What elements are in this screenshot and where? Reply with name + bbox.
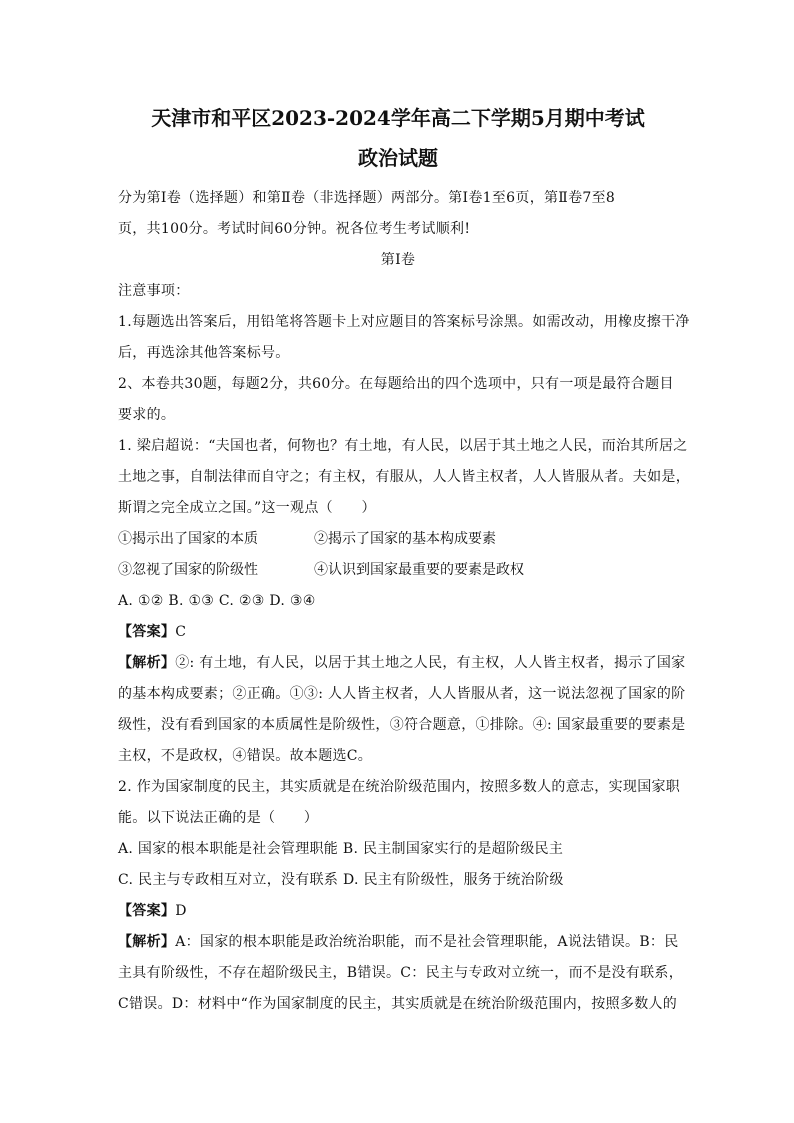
answer-value: D <box>175 903 187 919</box>
question-2-answer <box>118 896 678 927</box>
question-1-analysis <box>118 648 686 679</box>
question-1-stem: 斯谓之完全成立之国。”这一观点（ ） <box>118 500 376 516</box>
question-1-options-row <box>118 524 678 555</box>
document-title: 天津市和平区2023-2024学年高二下学期5月期中考试 <box>151 106 645 130</box>
intro-line: 分为第Ⅰ卷（选择题）和第Ⅱ卷（非选择题）两部分。第Ⅰ卷1至6页，第Ⅱ卷7至8 <box>118 190 616 206</box>
question-1-options-row <box>118 555 678 586</box>
answer-value: C <box>175 624 187 640</box>
document-subtitle: 政治试题 <box>358 146 438 170</box>
question-1-choices: A. ①② B. ①③ C. ②③ D. ③④ <box>118 593 316 609</box>
analysis-label: 【解析】 <box>118 655 176 671</box>
analysis-line: 级性，没有看到国家的本质属性是阶级性，③符合题意，①排除。④: 国家最重要的要素是 <box>118 717 686 733</box>
question-2-choices: A. 国家的根本职能是社会管理职能 B. 民主制国家实行的是超阶级民主 <box>118 841 564 857</box>
question-1-stem: 土地之事，自制法律而自守之；有主权，有服从，人人皆主权者，人人皆服从者。夫如是， <box>118 469 690 485</box>
analysis-line: 主具有阶级性，不存在超阶级民主，B错误。C：民主与专政对立统一，而不是没有联系， <box>118 965 683 981</box>
question-1-option: ①揭示出了国家的本质 <box>118 531 258 547</box>
analysis-line: A：国家的根本职能是政治统治职能，而不是社会管理职能，A说法错误。B：民 <box>175 934 679 950</box>
notice-line: 后，再选涂其他答案标号。 <box>118 345 290 361</box>
notice-line: 1.每题选出答案后，用铅笔将答题卡上对应题目的答案标号涂黑。如需改动，用橡皮擦干净 <box>118 314 690 330</box>
answer-label: 【答案】 <box>118 903 176 919</box>
question-1-option: ④认识到国家最重要的要素是政权 <box>314 562 524 578</box>
notice-heading: 注意事项： <box>118 283 190 299</box>
analysis-label: 【解析】 <box>118 934 176 950</box>
analysis-line: ②: 有土地，有人民，以居于其土地之人民，有主权，人人皆主权者，揭示了国家 <box>175 655 686 671</box>
section-title: 第Ⅰ卷 <box>380 252 416 268</box>
question-1-option: ②揭示了国家的基本构成要素 <box>314 531 496 547</box>
question-1-option: ③忽视了国家的阶级性 <box>118 562 258 578</box>
answer-label: 【答案】 <box>118 624 176 640</box>
notice-line: 2、本卷共30题，每题2分，共60分。在每题给出的四个选项中，只有一项是最符合题目 <box>118 376 674 392</box>
analysis-line: 的基本构成要素；②正确。①③: 人人皆主权者，人人皆服从者，这一说法忽视了国家的阶 <box>118 686 686 702</box>
question-1-stem: 1. 梁启超说：“夫国也者，何物也？有土地，有人民，以居于其土地之人民，而治其所居之 <box>118 438 688 454</box>
question-1-answer <box>118 617 678 648</box>
document-content <box>118 101 690 1020</box>
notice-line: 要求的。 <box>118 407 176 423</box>
intro-line: 页，共100分。考试时间60分钟。祝各位考生考试顺利! <box>118 221 471 237</box>
analysis-line: 主权，不是政权，④错误。故本题选C。 <box>118 748 373 764</box>
question-2-analysis <box>118 927 678 958</box>
question-2-stem: 2. 作为国家制度的民主，其实质就是在统治阶级范围内，按照多数人的意志，实现国家职 <box>118 779 681 795</box>
question-2-choices: C. 民主与专政相互对立，没有联系 D. 民主有阶级性，服务于统治阶级 <box>118 872 564 888</box>
analysis-line: C错误。D：材料中“作为国家制度的民主，其实质就是在统治阶级范围内，按照多数人的 <box>118 996 678 1012</box>
question-2-stem: 能。以下说法正确的是（ ） <box>118 810 319 826</box>
